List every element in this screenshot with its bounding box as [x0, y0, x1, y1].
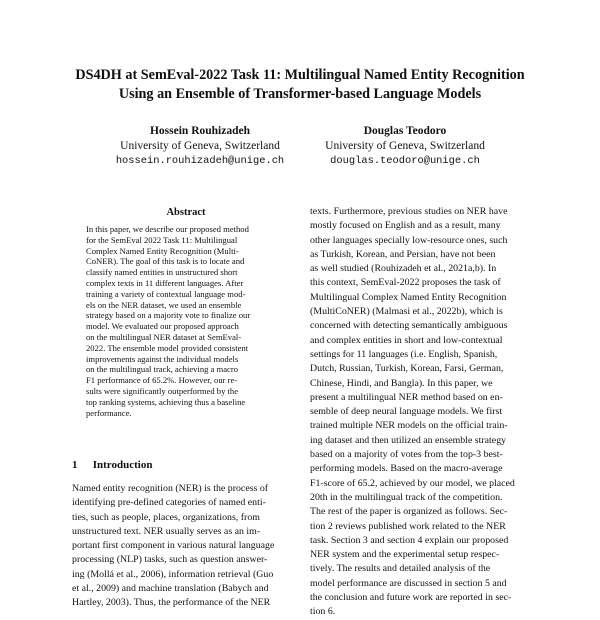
abstract-line: model. We evaluated our proposed approach [86, 321, 239, 332]
body-line: present a multilingual NER method based on en- [310, 391, 503, 403]
introduction-body [72, 482, 294, 611]
abstract-line: strategy based on a majority vote to finalize our [86, 310, 251, 321]
author-affiliation: University of Geneva, Switzerland [120, 140, 280, 152]
author-block-2 [300, 124, 510, 168]
abstract-heading: Abstract [166, 207, 206, 218]
abstract-line: improvements against the individual models [86, 353, 239, 364]
abstract-line: on the multilingual NER dataset at SemEval- [86, 331, 242, 342]
body-line: as well studied (Rouhizadeh et al., 2021a,b). In [310, 263, 497, 275]
body-line: semble of deep neural language models. We first [310, 406, 503, 418]
abstract-line: CoNER). The goal of this task is to locate and [86, 256, 245, 267]
abstract-line: F1 performance of 65.2%. However, our re- [86, 375, 238, 386]
author-block-1 [95, 124, 305, 168]
body-line: Named entity recognition (NER) is the process of [72, 483, 269, 494]
body-line: F1-score of 65.2, achieved by our model, we placed [310, 477, 515, 489]
body-line: Hartley, 2003). Thus, the performance of the NER [72, 597, 271, 609]
body-line: et al., 2009) and machine translation (Babych and [72, 583, 269, 595]
abstract-line: performance. [86, 407, 132, 418]
author-email[interactable]: hossein.rouhizadeh@unige.ch [115, 155, 285, 167]
body-line: Chinese, Hindi, and Bangla). In this paper, we [310, 377, 493, 389]
body-line: Dutch, Russian, Turkish, Korean, Farsi, German, [310, 363, 504, 375]
body-line: this context, SemEval-2022 proposes the task of [310, 277, 501, 289]
body-line: 20th in the multilingual track of the competition. [310, 491, 503, 503]
body-line: processing (NLP) tasks, such as question answer- [72, 554, 268, 566]
abstract-line: complex texts in 11 different languages. After [86, 277, 244, 288]
body-line: identifying pre-defined categories of named enti- [72, 497, 266, 509]
right-column-body [310, 205, 532, 620]
body-line: performing models. Based on the macro-average [310, 463, 503, 475]
author-affiliation: University of Geneva, Switzerland [325, 140, 485, 152]
body-line: task. Section 3 and section 4 explain our proposed [310, 534, 509, 546]
body-line: texts. Furthermore, previous studies on NER have [310, 206, 508, 217]
body-line: ing dataset and then utilized an ensemble strategy [310, 434, 507, 446]
body-line: Multilingual Complex Named Entity Recognition [310, 291, 507, 303]
abstract-line: for the SemEval 2022 Task 11: Multilingual [86, 234, 238, 245]
abstract-line: In this paper, we describe our proposed method [86, 224, 249, 234]
body-line: as Turkish, Korean, and Persian, have not been [310, 248, 496, 260]
author-email[interactable]: douglas.teodoro@unige.ch [330, 155, 480, 167]
body-line: unstructured text. NER usually serves as an im- [72, 525, 261, 537]
body-line: the conclusion and future work are reported in sec- [310, 592, 512, 604]
section-number: 1 [72, 459, 78, 471]
abstract-line: top ranking systems, achieving thus a baseline [86, 396, 246, 407]
abstract-body [86, 224, 286, 418]
body-line: model performance are discussed in section 5 and [310, 577, 507, 589]
body-line: NER system and the experimental setup respec- [310, 549, 500, 561]
title-line-2: Using an Ensemble of Transformer-based Language Models [118, 86, 482, 102]
abstract-line: els on the NER dataset, we used an ensemble [86, 299, 242, 310]
abstract-line: 2022. The ensemble model provided consistent [86, 342, 249, 353]
title-line-1: DS4DH at SemEval-2022 Task 11: Multilingual Named Entity Recognition [75, 67, 525, 83]
body-line: tion 6. [310, 606, 336, 618]
abstract-line: classify named entities in unstructured short [86, 267, 238, 278]
body-line: settings for 11 languages (i.e. English, Spanish, [310, 348, 498, 360]
author-name: Douglas Teodoro [363, 125, 447, 137]
body-line: trained multiple NER models on the official train- [310, 420, 508, 432]
abstract-line: on the multilingual track, achieving a macro [86, 364, 239, 375]
body-line: The rest of the paper is organized as follows. Sec- [310, 506, 508, 518]
body-line: portant first component in various natural language [72, 540, 275, 552]
body-line: other languages specially low-resource ones, such [310, 234, 508, 246]
section-heading-introduction [72, 458, 152, 472]
author-name: Hossein Rouhizadeh [149, 125, 250, 137]
body-line: ties, such as people, places, organizations, from [72, 511, 260, 523]
body-line: tively. The results and detailed analysis of the [310, 563, 491, 575]
paper-title [40, 66, 560, 104]
body-line: based on a majority of votes from the top-3 best- [310, 449, 503, 461]
abstract-line: training a variety of contextual language mod- [86, 288, 246, 299]
section-title: Introduction [92, 459, 153, 471]
body-line: concerned with detecting semantically ambiguous [310, 320, 508, 332]
body-line: ing (Mollá et al., 2006), information retrieval (Guo [72, 568, 274, 580]
body-line: tion 2 reviews published work related to the NER [310, 520, 506, 532]
abstract-line: sults were significantly outperformed by the [86, 385, 239, 396]
body-line: and complex entities in short and low-contextual [310, 334, 503, 346]
abstract-line: Complex Named Entity Recognition (Multi- [86, 245, 239, 256]
body-line: (MultiCoNER) (Malmasi et al., 2022b), which is [310, 306, 503, 318]
body-line: mostly focused on English and as a result, many [310, 220, 501, 232]
